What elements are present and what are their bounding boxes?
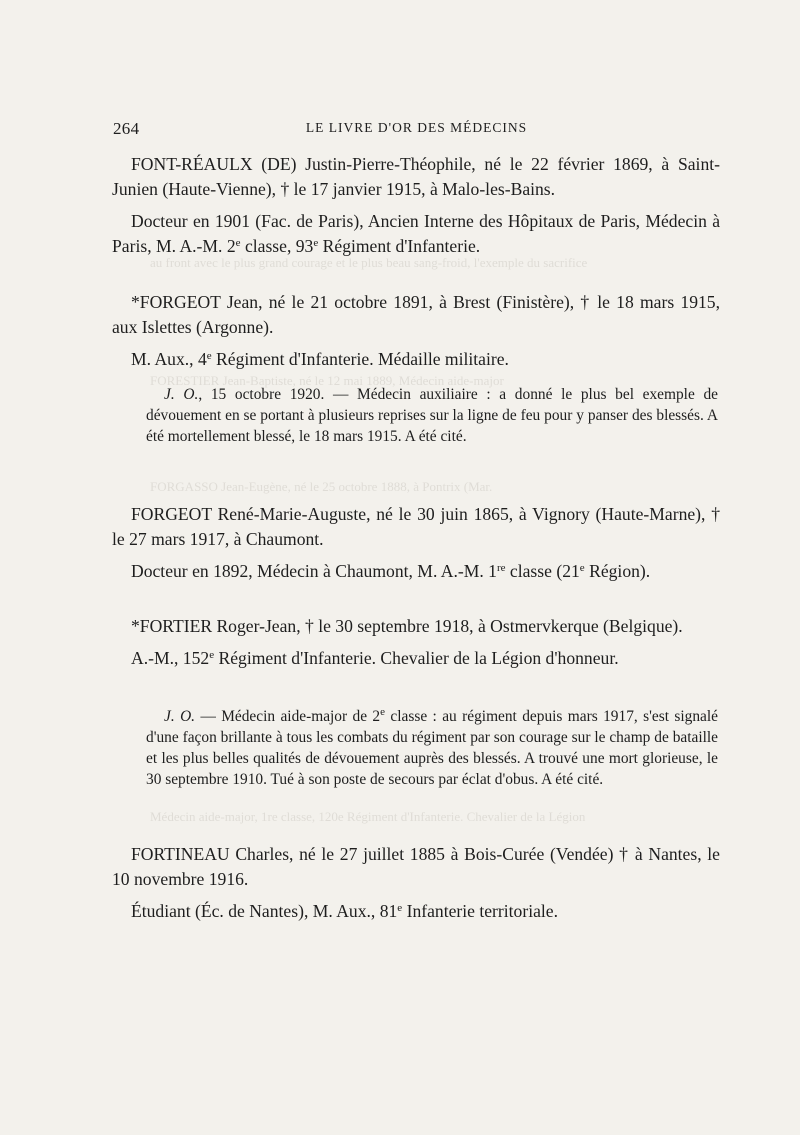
citation-source: J. O. [164, 708, 196, 725]
entry-detail: Docteur en 1892, Médecin à Chaumont, M. A.-M. 1re classe (21e Région). [131, 561, 651, 581]
entry-name-line: *FORGEOT Jean, né le 21 octobre 1891, à Brest (Finistère), † le 18 mars 1915, aux Islettes (Argonne). [112, 292, 720, 337]
citation-text: , 15 octobre 1920. — Médecin auxiliaire : a donné le plus bel exemple de dévouement en se portant à plusieurs reprises sur la ligne de feu pour y panser des blessés. A été mortellement blessé, le 18 mars 1915. A été cité. [146, 386, 718, 445]
entry-fortineau [112, 842, 720, 924]
entry-name-line: FORGEOT René-Marie-Auguste, né le 30 juin 1865, à Vignory (Haute-Marne), † le 27 mars 1917, à Chaumont. [112, 504, 720, 549]
entry-detail: Docteur en 1901 (Fac. de Paris), Ancien Interne des Hôpitaux de Paris, Médecin à Paris, M. A.-M. 2e classe, 93e Régiment d'Infanterie. [112, 211, 720, 256]
entry-fortier [112, 614, 720, 671]
bleed-through-text: FORGASSO Jean-Eugène, né le 25 octobre 1888, à Pontrix (Mar. [150, 479, 493, 494]
entry-name-line: FORTINEAU Charles, né le 27 juillet 1885 à Bois-Curée (Vendée) † à Nantes, le 10 novembre 1916. [112, 844, 720, 889]
page-header [113, 119, 720, 141]
bleed-through-text: Médecin aide-major, 1re classe, 120e Régiment d'Infanterie. Chevalier de la Légion [150, 809, 586, 824]
page-number: 264 [113, 119, 140, 138]
entry-detail: M. Aux., 4e Régiment d'Infanterie. Médaille militaire. [131, 349, 509, 369]
entry-detail: A.-M., 152e Régiment d'Infanterie. Chevalier de la Légion d'honneur. [131, 648, 619, 668]
citation-source: J. O. [164, 386, 199, 403]
bleed-through-text: au front avec le plus grand courage et le plus beau sang-froid, l'exemple du sacrifice [150, 255, 588, 270]
citation-forgeot-jean [146, 384, 718, 447]
entry-detail: Étudiant (Éc. de Nantes), M. Aux., 81e Infanterie territoriale. [131, 901, 558, 921]
running-title: LE LIVRE D'OR DES MÉDECINS [305, 120, 528, 135]
entry-forgeot-jean [112, 290, 720, 372]
bleed-through-text: FORESTIER Jean-Baptiste, né le 12 mai 1889, Médecin aide-major [150, 373, 504, 388]
entry-name-line: FONT-RÉAULX (DE) Justin-Pierre-Théophile, né le 22 février 1869, à Saint-Junien (Haute-Vienne), † le 17 janvier 1915, à Malo-les-Bains. [112, 154, 720, 199]
citation-fortier: J. O. — Médecin aide-major de 2e classe : au régiment depuis mars 1917, s'est signalé d'une façon brillante à tous les combats du régiment par son courage sur le champ de bataille et les plus belles qualités de dévouement auprès des blessés. A trouvé une mort glorieuse, le 30 septembre 1910. Tué à son poste de secours par éclat d'obus. A été cité. [146, 706, 718, 788]
entry-font-reaulx [112, 152, 720, 259]
entry-name-line: *FORTIER Roger-Jean, † le 30 septembre 1918, à Ostmervkerque (Belgique). [131, 616, 683, 636]
entry-forgeot-rene [112, 502, 720, 584]
